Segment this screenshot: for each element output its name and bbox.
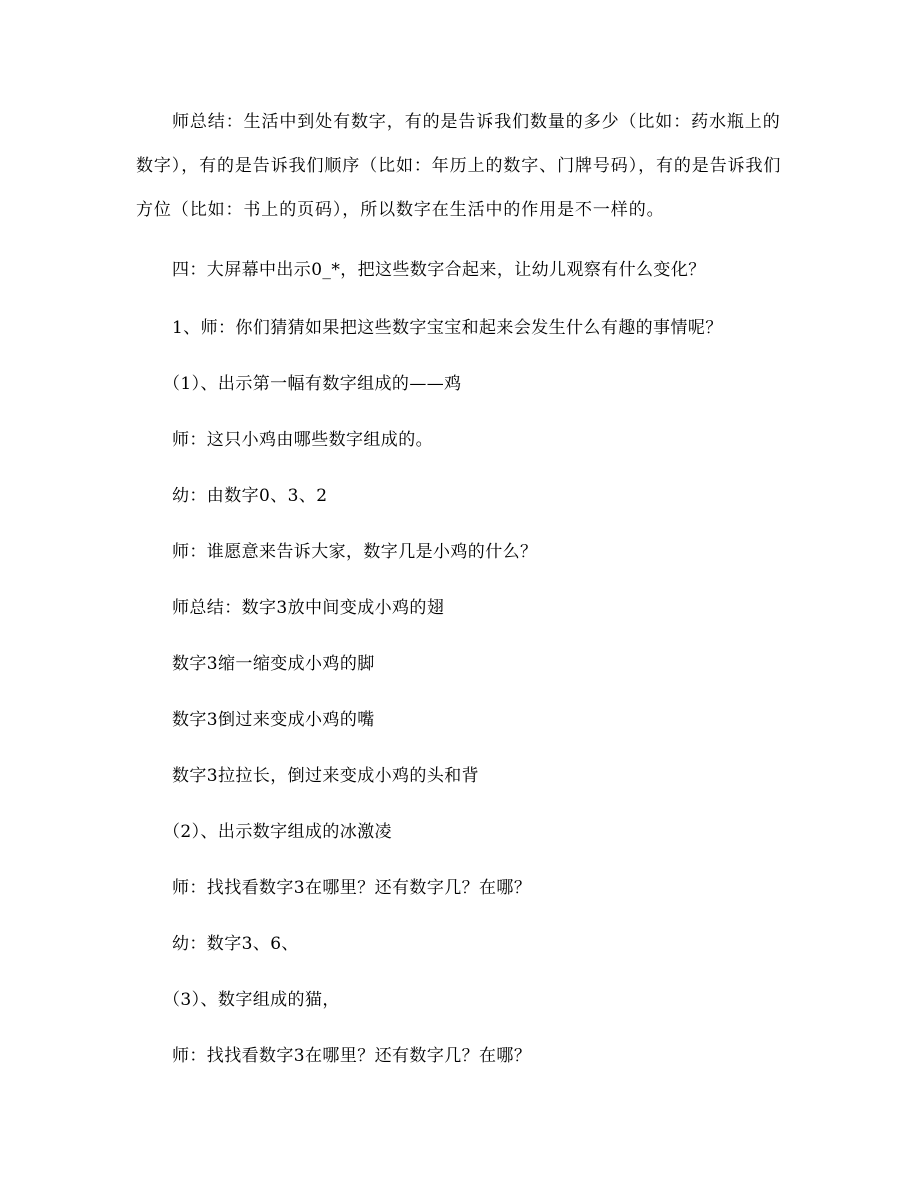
line-teacher-chicken-question: 师：这只小鸡由哪些数字组成的。 (172, 430, 433, 450)
line-teacher-find-3-a: 师：找找看数字3在哪里？还有数字几？在哪？ (172, 878, 532, 898)
line-teacher-find-3-b: 师：找找看数字3在哪里？还有数字几？在哪？ (172, 1046, 532, 1066)
line-sub-1-chicken: （1）、出示第一幅有数字组成的——鸡 (163, 374, 462, 394)
line-number-beak: 数字3倒过来变成小鸡的嘴 (172, 710, 375, 730)
line-sub-2-icecream: （2）、出示数字组成的冰激凌 (163, 822, 392, 842)
line-teacher-question-1: 1、师：你们猜猜如果把这些数字宝宝和起来会发生什么有趣的事情呢？ (172, 318, 723, 338)
line-sub-3-cat: （3）、数字组成的猫， (163, 990, 340, 1010)
line-number-foot: 数字3缩一缩变成小鸡的脚 (172, 654, 375, 674)
line-teacher-who-tells: 师：谁愿意来告诉大家，数字几是小鸡的什么？ (172, 542, 538, 562)
summary-paragraph: 师总结：生活中到处有数字，有的是告诉我们数量的多少（比如：药水瓶上的数字），有的是告诉我们顺序（比如：年历上的数字、门牌号码），有的是告诉我们方位（比如：书上的页码），所以数字在生活中的作用是不一样的。 (136, 112, 782, 220)
line-teacher-summary-wing: 师总结：数字3放中间变成小鸡的翅 (172, 598, 445, 618)
line-number-head-back: 数字3拉拉长，倒过来变成小鸡的头和背 (172, 766, 480, 786)
line-child-answer-2: 幼：数字3、6、 (172, 934, 299, 954)
line-section-four: 四：大屏幕中出示0_*，把这些数字合起来，让幼儿观察有什么变化？ (172, 260, 706, 280)
line-child-answer-1: 幼：由数字0、3、2 (172, 486, 328, 506)
